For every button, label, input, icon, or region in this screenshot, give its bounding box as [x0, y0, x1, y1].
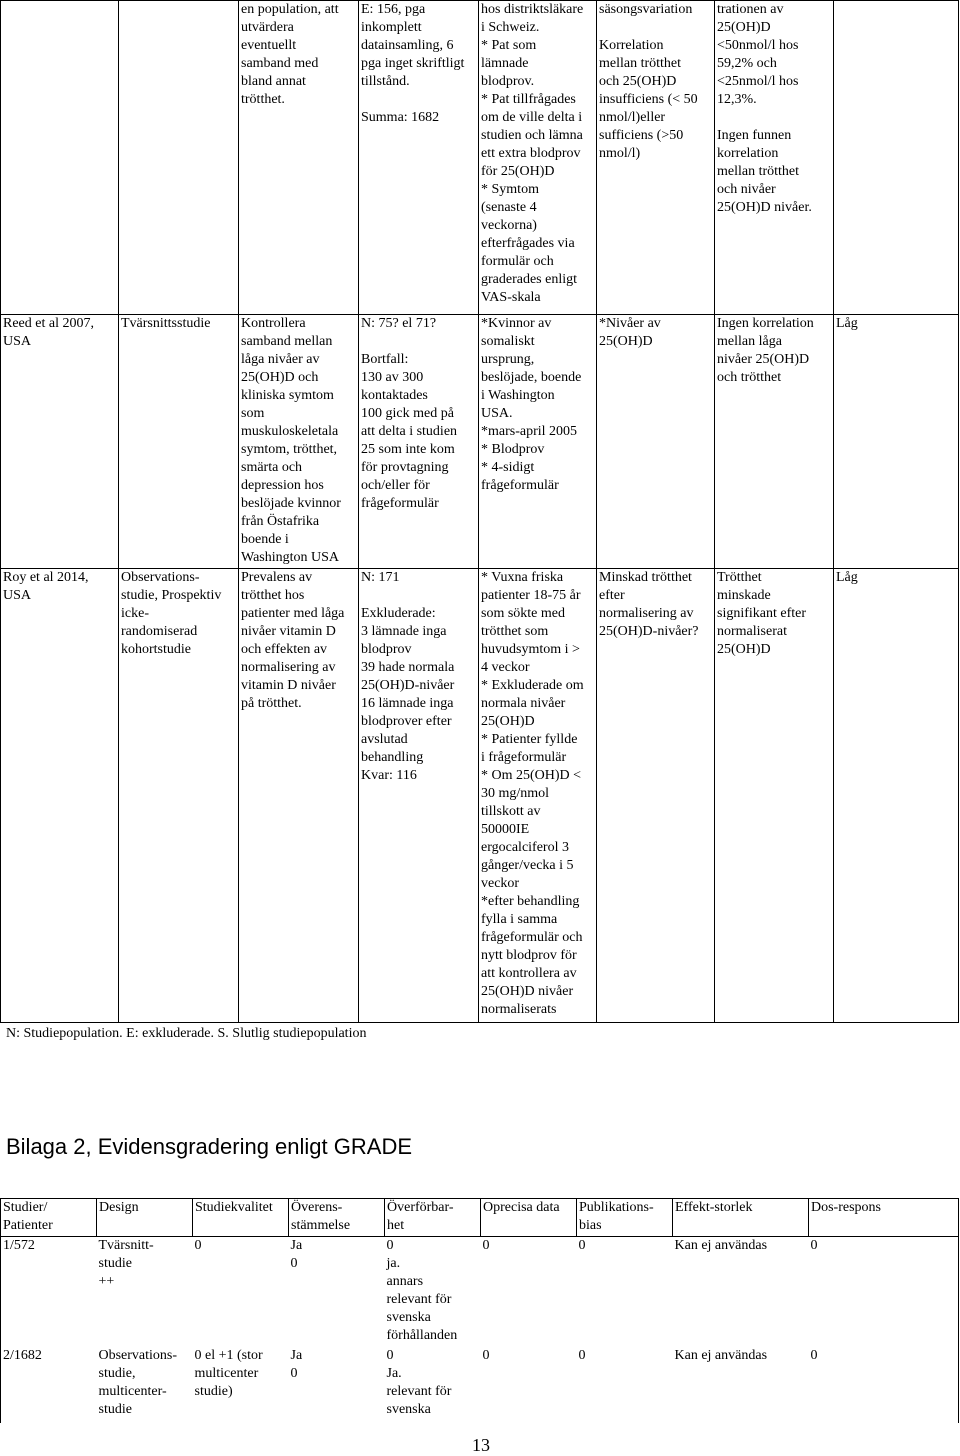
- table-cell: 0: [194, 1238, 202, 1253]
- table-cell: 0: [578, 1347, 586, 1363]
- header-cell: Effekt-storlek: [673, 1199, 809, 1237]
- table-cell: Ja 0: [290, 1347, 303, 1381]
- table-cell: E: 156, pga inkomplett datainsamling, 6 pga inget skriftligt tillstånd. Summa: 1682: [359, 1, 479, 315]
- table-cell: N: 75? el 71? Bortfall: 130 av 300 kontaktades 100 gick med på att delta i studien 25 som inte kom för provtagning och/eller för frågeformulär: [359, 315, 479, 569]
- table-cell: Låg: [834, 315, 959, 569]
- table-cell: Ja 0: [290, 1238, 303, 1271]
- grade-table: [0, 1198, 959, 1423]
- header-cell: Överförbar- het: [385, 1199, 481, 1237]
- table-cell: 0 ja. annars relevant för svenska förhållanden: [386, 1238, 458, 1343]
- header-cell: Oprecisa data: [481, 1199, 577, 1237]
- table-cell: 0: [482, 1238, 490, 1253]
- header-cell: Överens- stämmelse: [289, 1199, 385, 1237]
- header-cell: Studier/ Patienter: [1, 1199, 97, 1237]
- table-cell: 0 el +1 (stor multicenter studie): [194, 1347, 263, 1399]
- header-cell: Studiekvalitet: [193, 1199, 289, 1237]
- table-cell: hos distriktsläkare i Schweiz. * Pat som lämnade blodprov. * Pat tillfrågades om de ville delta i studien och lämna ett extra blodprov för 25(OH)D * Symtom (senaste 4 veckorna) efterfrågades via formulär och graderades enligt VAS-skala: [479, 1, 597, 315]
- table-cell: Kan ej användas: [674, 1238, 768, 1253]
- header-cell: Dos-respons: [809, 1199, 959, 1237]
- page-number: 13: [472, 1435, 490, 1455]
- table-cell: 1/572: [1, 1237, 97, 1347]
- table-cell: 0: [578, 1238, 586, 1253]
- table-cell: *Kvinnor av somaliskt ursprung, beslöjade, boende i Washington USA. *mars-april 2005 * Blodprov * 4-sidigt frågeformulär: [479, 315, 597, 569]
- table-cell: Låg: [834, 569, 959, 1023]
- table-cell: Observations- studie, Prospektiv icke- randomiserad kohortstudie: [119, 569, 239, 1023]
- table-cell: trationen av 25(OH)D <50nmol/l hos 59,2% och <25nmol/l hos 12,3%. Ingen funnen korrelation mellan trötthet och nivåer 25(OH)D nivåer.: [715, 1, 834, 315]
- table-cell: Reed et al 2007, USA: [1, 315, 119, 569]
- table-row: [1, 569, 959, 1023]
- table-cell: 0: [809, 1237, 959, 1347]
- table-cell: Tvärsnitt- studie ++: [98, 1238, 154, 1289]
- table-cell: Minskad trötthet efter normalisering av 25(OH)D-nivåer?: [597, 569, 715, 1023]
- table-cell: Prevalens av trötthet hos patienter med låga nivåer vitamin D och effekten av normalisering av vitamin D nivåer på trötthet.: [239, 569, 359, 1023]
- table-cell: 2/1682: [1, 1347, 97, 1423]
- table-cell: [119, 1, 239, 315]
- header-cell: Design: [97, 1199, 193, 1237]
- grade-header-row: [1, 1199, 959, 1237]
- table-cell: 0 Ja. relevant för svenska: [386, 1347, 452, 1417]
- table-cell: Ingen korrelation mellan låga nivåer 25(OH)D och trötthet: [715, 315, 834, 569]
- table-row: [1, 1, 959, 315]
- table-cell: en population, att utvärdera eventuellt samband med bland annat trötthet.: [239, 1, 359, 315]
- table-cell: Observations- studie, multicenter- studie: [98, 1347, 178, 1417]
- table-row: [1, 315, 959, 569]
- table-cell: Trötthet minskade signifikant efter normaliserat 25(OH)D: [715, 569, 834, 1023]
- table-cell: [1, 1, 119, 315]
- table-cell: 0: [809, 1347, 959, 1423]
- table-cell: N: 171 Exkluderade: 3 lämnade inga blodprov 39 hade normala 25(OH)D-nivåer 16 lämnade inga blodprover efter avslutad behandling Kvar: 116: [359, 569, 479, 1023]
- table-cell: Kan ej användas: [674, 1347, 768, 1363]
- table-cell: Tvärsnittsstudie: [119, 315, 239, 569]
- table-cell: * Vuxna friska patienter 18-75 år som sökte med trötthet som huvudsymtom i > 4 veckor * Exkluderade om normala nivåer 25(OH)D * Patienter fyllde i frågeformulär * Om 25(OH)D < 30 mg/nmol tillskott av 50000IE ergocalciferol 3 gånger/vecka i 5 veckor *efter behandling fylla i samma frågeformulär och nytt blodprov för att kontrollera av 25(OH)D nivåer normaliserats: [479, 569, 597, 1023]
- table-row: [1, 1347, 959, 1423]
- table-cell: Kontrollera samband mellan låga nivåer av 25(OH)D och kliniska symtom som muskuloskeletala symtom, trötthet, smärta och depression hos beslöjade kvinnor från Östafrika boende i Washington USA: [239, 315, 359, 569]
- table-cell: 0: [482, 1347, 490, 1363]
- table-row: [1, 1237, 959, 1347]
- table-footnote: N: Studiepopulation. E: exkluderade. S. Slutlig studiepopulation: [6, 1026, 367, 1041]
- section-heading: Bilaga 2, Evidensgradering enligt GRADE: [6, 1134, 413, 1159]
- header-cell: Publikations- bias: [577, 1199, 673, 1237]
- table-cell: *Nivåer av 25(OH)D: [597, 315, 715, 569]
- table-cell: [834, 1, 959, 315]
- table-cell: säsongsvariation Korrelation mellan trötthet och 25(OH)D insufficiens (< 50 nmol/l)eller sufficiens (>50 nmol/l): [597, 1, 715, 315]
- table-cell: Roy et al 2014, USA: [1, 569, 119, 1023]
